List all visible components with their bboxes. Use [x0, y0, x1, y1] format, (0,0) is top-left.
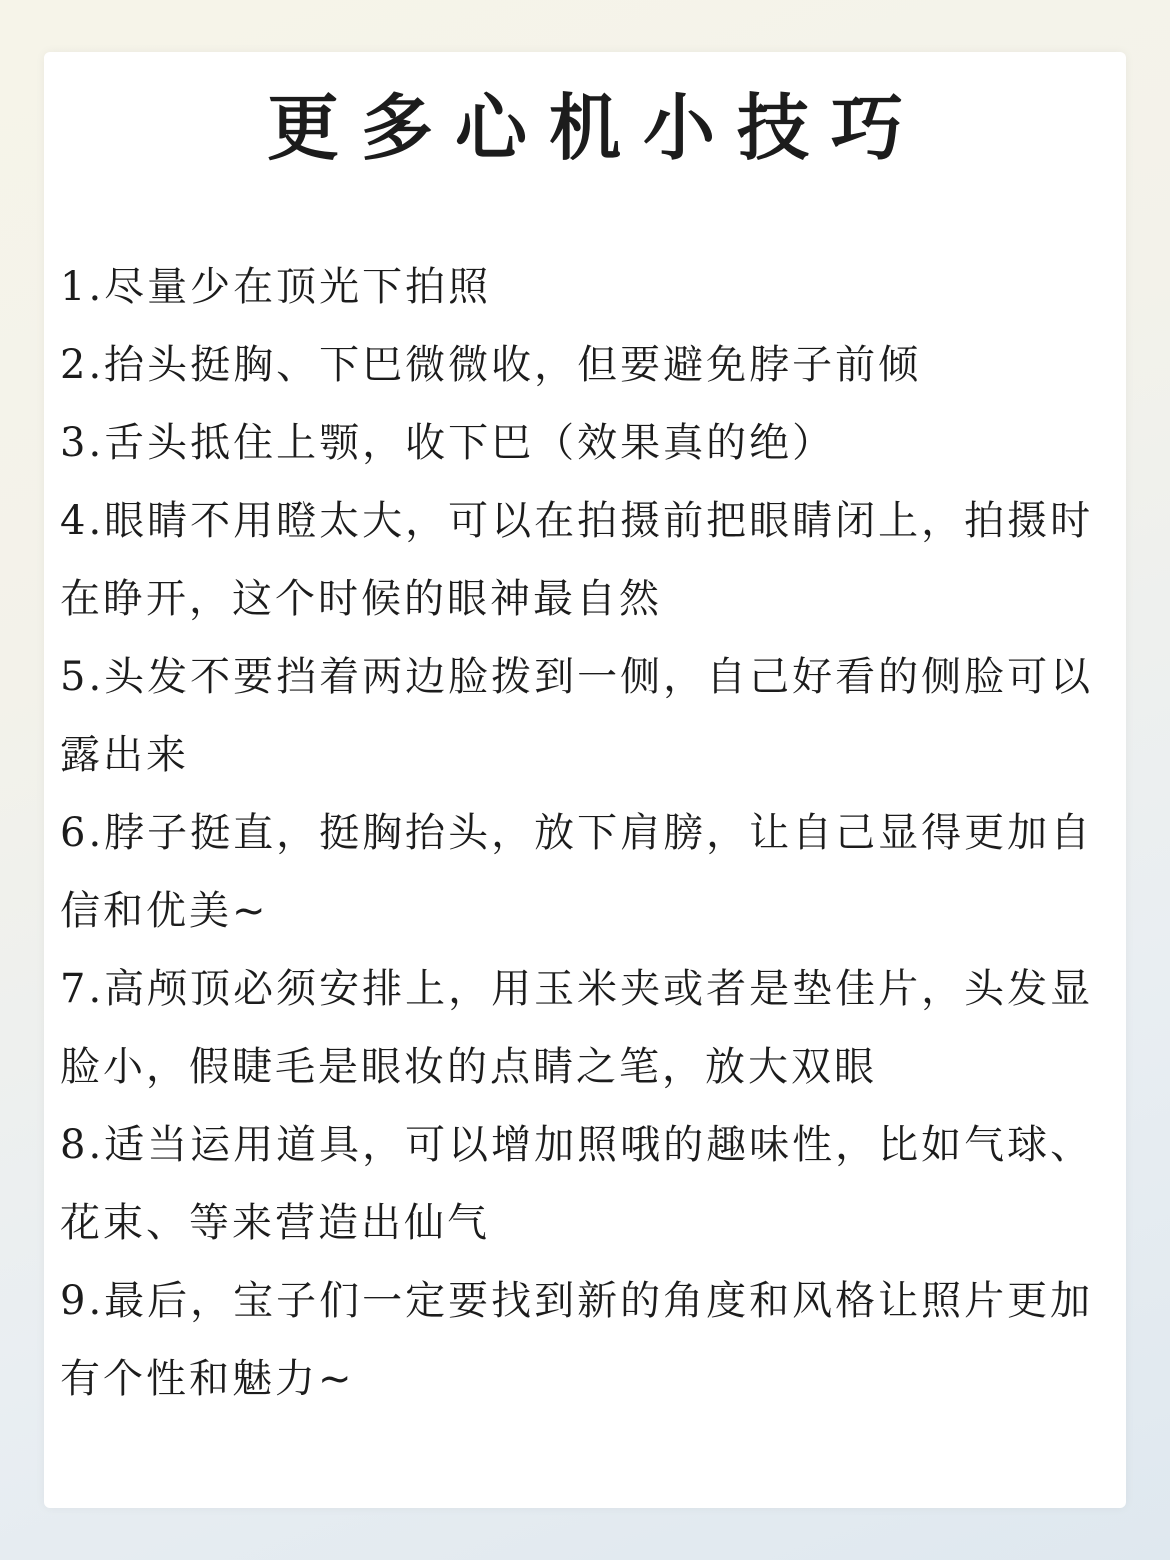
tip-number: 8. [60, 1122, 105, 1168]
page-title: 更多心机小技巧 [266, 86, 925, 170]
tip-item [60, 248, 1100, 326]
tip-number: 9. [60, 1278, 105, 1324]
tip-number: 2. [60, 342, 105, 388]
tip-item [60, 404, 1100, 482]
tip-item [60, 1262, 1100, 1418]
tip-number: 6. [60, 810, 105, 856]
tip-text: 舌头抵住上颚，收下巴（效果真的绝） [104, 420, 836, 466]
tip-number: 3. [60, 420, 105, 466]
tip-number: 5. [60, 654, 105, 700]
tip-text: 抬头挺胸、下巴微微收，但要避免脖子前倾 [104, 342, 922, 388]
tip-number: 1. [60, 264, 105, 310]
tip-item [60, 326, 1100, 404]
tip-text: 最后，宝子们一定要找到新的角度和风格让照片更加有个性和魅力~ [60, 1278, 1094, 1402]
tip-text: 适当运用道具，可以增加照哦的趣味性，比如气球、花束、等来营造出仙气 [60, 1122, 1094, 1246]
tip-item [60, 1106, 1100, 1262]
tip-text: 眼睛不用瞪太大，可以在拍摄前把眼睛闭上，拍摄时在睁开，这个时候的眼神最自然 [60, 498, 1094, 622]
tip-number: 4. [60, 498, 105, 544]
tip-item [60, 482, 1100, 638]
tip-text: 尽量少在顶光下拍照 [104, 264, 492, 310]
tip-item [60, 950, 1100, 1106]
tip-text: 高颅顶必须安排上，用玉米夹或者是垫佳片，头发显脸小，假睫毛是眼妆的点睛之笔，放大双眼 [60, 966, 1094, 1090]
tip-text: 头发不要挡着两边脸拨到一侧，自己好看的侧脸可以露出来 [60, 654, 1094, 778]
tip-item [60, 638, 1100, 794]
tips-list [60, 248, 1100, 1418]
tip-item [60, 794, 1100, 950]
tip-text: 脖子挺直，挺胸抬头，放下肩膀，让自己显得更加自信和优美~ [60, 810, 1094, 934]
tip-number: 7. [60, 966, 105, 1012]
